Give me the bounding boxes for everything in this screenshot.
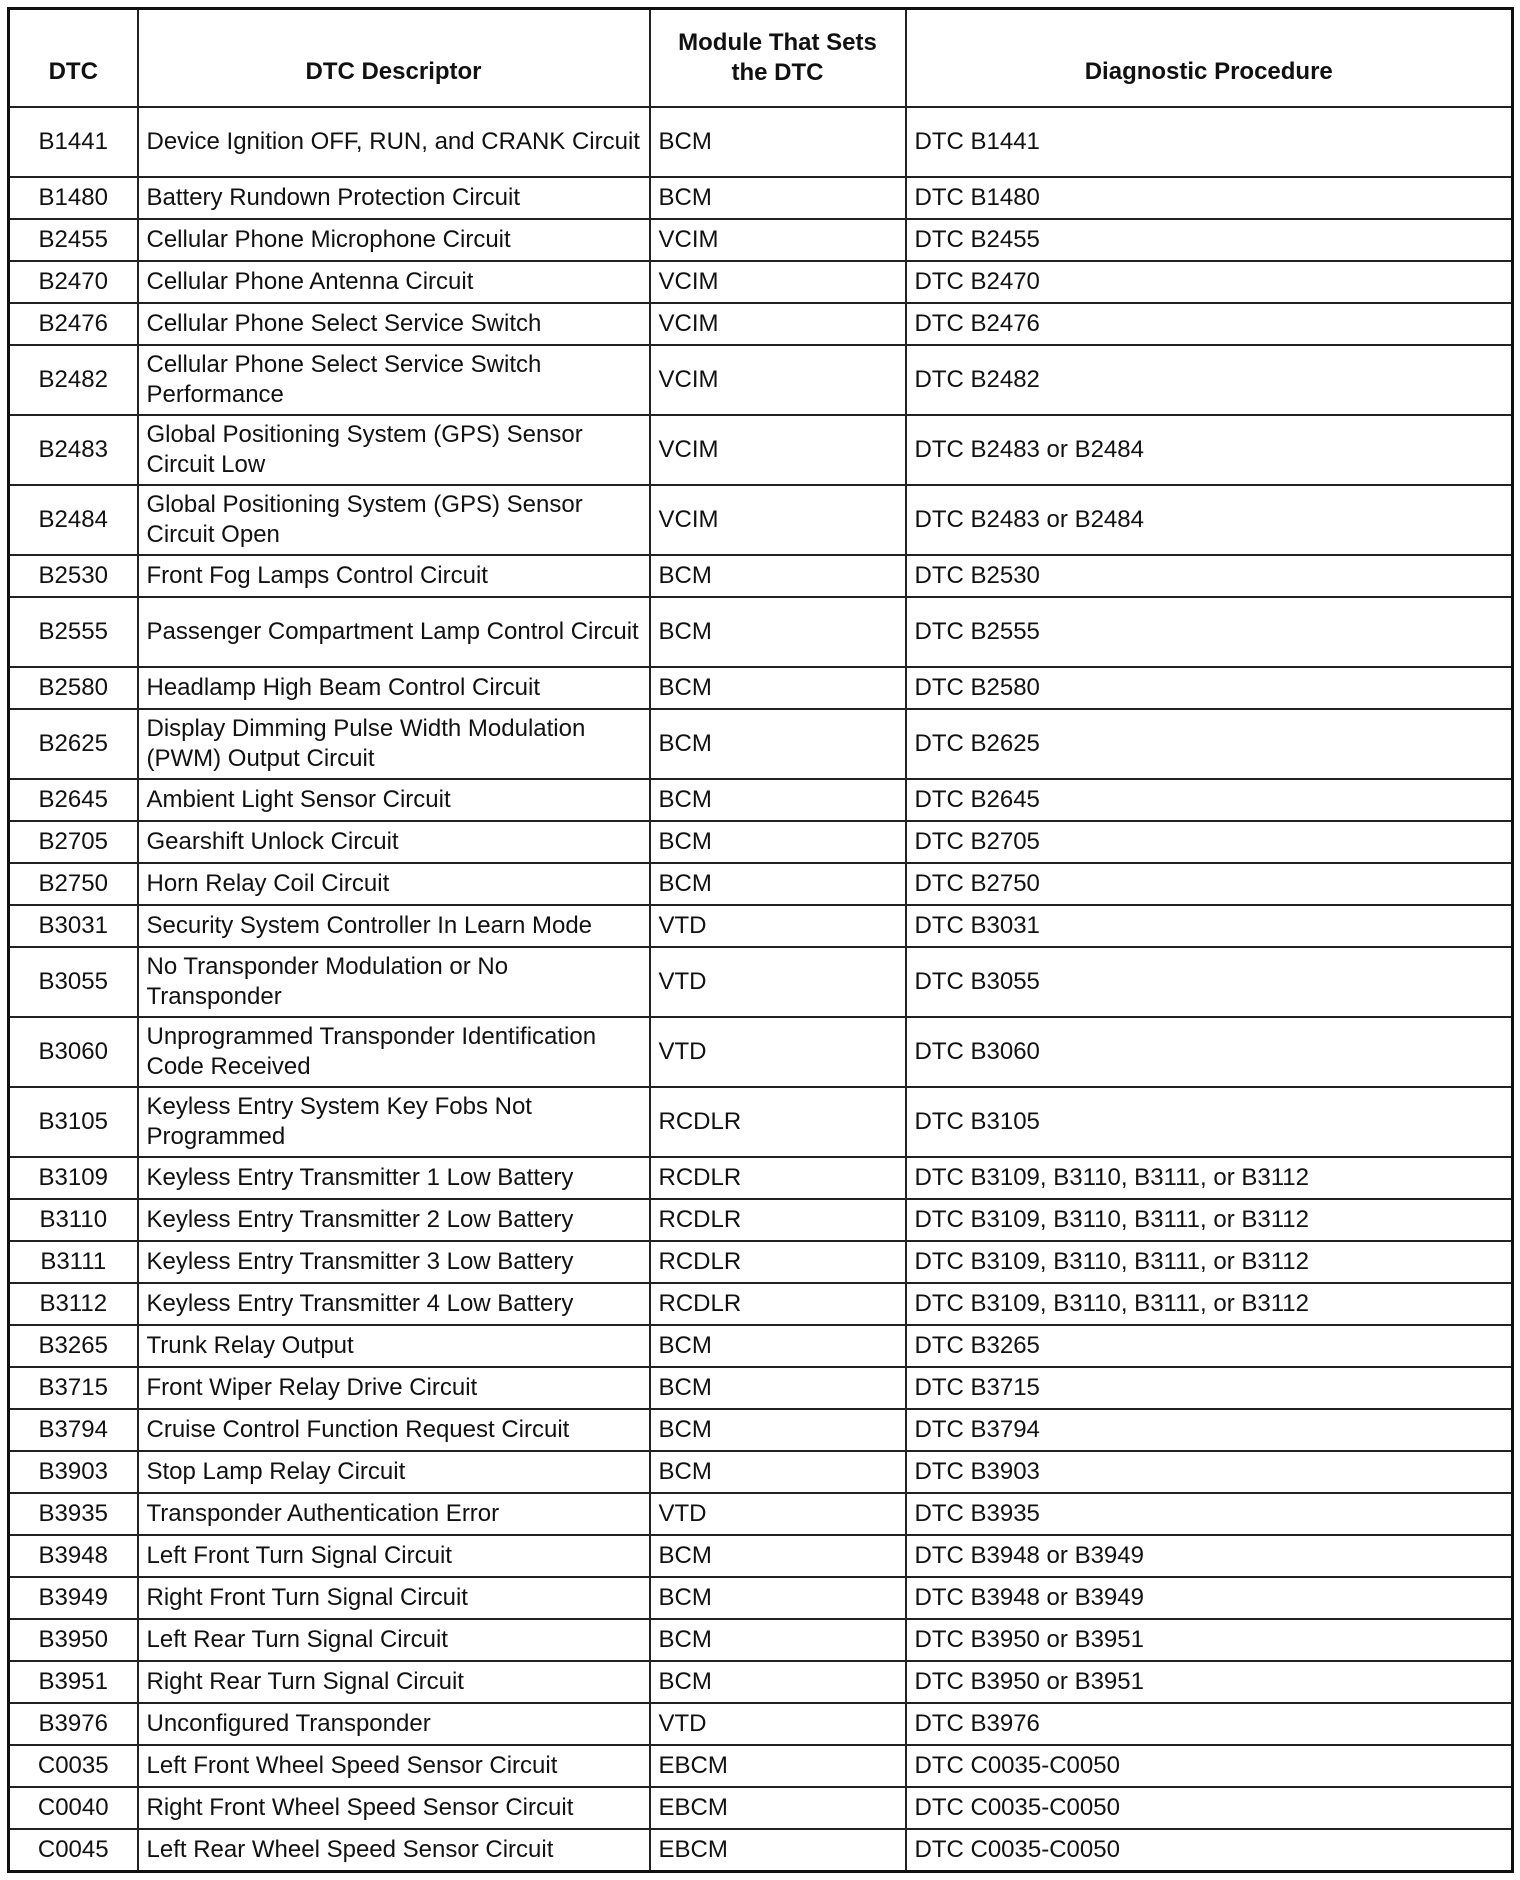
- cell-dtc: B2476: [9, 303, 138, 345]
- cell-module: RCDLR: [650, 1157, 906, 1199]
- cell-dtc: B3060: [9, 1017, 138, 1087]
- cell-procedure: DTC B3031: [906, 905, 1513, 947]
- table-row: [9, 415, 1513, 485]
- table-row: [9, 597, 1513, 667]
- table-row: [9, 261, 1513, 303]
- cell-module: BCM: [650, 1451, 906, 1493]
- table-row: [9, 1199, 1513, 1241]
- cell-module: VTD: [650, 947, 906, 1017]
- cell-descriptor: Cruise Control Function Request Circuit: [138, 1409, 650, 1451]
- cell-descriptor: Keyless Entry Transmitter 3 Low Battery: [138, 1241, 650, 1283]
- cell-module: VCIM: [650, 261, 906, 303]
- cell-descriptor: Battery Rundown Protection Circuit: [138, 177, 650, 219]
- cell-module: VCIM: [650, 303, 906, 345]
- cell-descriptor: Cellular Phone Antenna Circuit: [138, 261, 650, 303]
- cell-descriptor: No Transponder Modulation or No Transponder: [138, 947, 650, 1017]
- cell-module: RCDLR: [650, 1283, 906, 1325]
- cell-dtc: B2580: [9, 667, 138, 709]
- cell-procedure: DTC B3060: [906, 1017, 1513, 1087]
- cell-module: BCM: [650, 555, 906, 597]
- cell-dtc: B2645: [9, 779, 138, 821]
- cell-dtc: B3111: [9, 1241, 138, 1283]
- cell-procedure: DTC B3948 or B3949: [906, 1577, 1513, 1619]
- cell-descriptor: Keyless Entry Transmitter 1 Low Battery: [138, 1157, 650, 1199]
- cell-module: EBCM: [650, 1787, 906, 1829]
- cell-descriptor: Display Dimming Pulse Width Modulation (PWM) Output Circuit: [138, 709, 650, 779]
- column-header-module: Module That Sets the DTC: [650, 9, 906, 108]
- cell-module: BCM: [650, 177, 906, 219]
- cell-procedure: DTC B3109, B3110, B3111, or B3112: [906, 1157, 1513, 1199]
- cell-dtc: B3935: [9, 1493, 138, 1535]
- cell-descriptor: Keyless Entry Transmitter 4 Low Battery: [138, 1283, 650, 1325]
- cell-module: RCDLR: [650, 1087, 906, 1157]
- table-row: [9, 1829, 1513, 1872]
- cell-descriptor: Right Rear Turn Signal Circuit: [138, 1661, 650, 1703]
- cell-dtc: B2750: [9, 863, 138, 905]
- cell-descriptor: Left Front Turn Signal Circuit: [138, 1535, 650, 1577]
- cell-procedure: DTC B3265: [906, 1325, 1513, 1367]
- cell-dtc: B3950: [9, 1619, 138, 1661]
- cell-module: BCM: [650, 863, 906, 905]
- cell-procedure: DTC B1480: [906, 177, 1513, 219]
- cell-procedure: DTC B3950 or B3951: [906, 1619, 1513, 1661]
- cell-procedure: DTC B3950 or B3951: [906, 1661, 1513, 1703]
- cell-descriptor: Ambient Light Sensor Circuit: [138, 779, 650, 821]
- cell-procedure: DTC B3794: [906, 1409, 1513, 1451]
- table-row: [9, 1017, 1513, 1087]
- cell-procedure: DTC B3109, B3110, B3111, or B3112: [906, 1241, 1513, 1283]
- cell-dtc: B2482: [9, 345, 138, 415]
- cell-dtc: B2530: [9, 555, 138, 597]
- cell-procedure: DTC B2470: [906, 261, 1513, 303]
- cell-module: RCDLR: [650, 1241, 906, 1283]
- cell-procedure: DTC B1441: [906, 107, 1513, 177]
- cell-dtc: B3949: [9, 1577, 138, 1619]
- table-row: [9, 1703, 1513, 1745]
- cell-module: BCM: [650, 1577, 906, 1619]
- table-row: [9, 345, 1513, 415]
- cell-procedure: DTC B2705: [906, 821, 1513, 863]
- cell-dtc: B3715: [9, 1367, 138, 1409]
- table-row: [9, 1787, 1513, 1829]
- cell-descriptor: Device Ignition OFF, RUN, and CRANK Circuit: [138, 107, 650, 177]
- cell-module: VTD: [650, 1703, 906, 1745]
- cell-procedure: DTC B3109, B3110, B3111, or B3112: [906, 1283, 1513, 1325]
- cell-dtc: B2483: [9, 415, 138, 485]
- cell-module: BCM: [650, 821, 906, 863]
- cell-dtc: B3976: [9, 1703, 138, 1745]
- cell-dtc: C0045: [9, 1829, 138, 1872]
- cell-descriptor: Cellular Phone Select Service Switch: [138, 303, 650, 345]
- cell-module: EBCM: [650, 1745, 906, 1787]
- cell-procedure: DTC C0035-C0050: [906, 1787, 1513, 1829]
- table-row: [9, 1619, 1513, 1661]
- cell-procedure: DTC B3935: [906, 1493, 1513, 1535]
- table-row: [9, 1241, 1513, 1283]
- cell-descriptor: Trunk Relay Output: [138, 1325, 650, 1367]
- cell-module: VTD: [650, 905, 906, 947]
- cell-procedure: DTC B3109, B3110, B3111, or B3112: [906, 1199, 1513, 1241]
- cell-procedure: DTC B2645: [906, 779, 1513, 821]
- table-row: [9, 1577, 1513, 1619]
- cell-procedure: DTC B3903: [906, 1451, 1513, 1493]
- cell-dtc: B2555: [9, 597, 138, 667]
- cell-descriptor: Unconfigured Transponder: [138, 1703, 650, 1745]
- cell-dtc: C0040: [9, 1787, 138, 1829]
- cell-module: BCM: [650, 779, 906, 821]
- table-row: [9, 1283, 1513, 1325]
- cell-procedure: DTC B3715: [906, 1367, 1513, 1409]
- cell-descriptor: Cellular Phone Microphone Circuit: [138, 219, 650, 261]
- cell-descriptor: Left Front Wheel Speed Sensor Circuit: [138, 1745, 650, 1787]
- column-header-dtc: DTC: [9, 9, 138, 108]
- table-header-row: [9, 9, 1513, 108]
- cell-dtc: C0035: [9, 1745, 138, 1787]
- cell-dtc: B3903: [9, 1451, 138, 1493]
- table-row: [9, 1087, 1513, 1157]
- column-header-procedure: Diagnostic Procedure: [906, 9, 1513, 108]
- cell-dtc: B3105: [9, 1087, 138, 1157]
- cell-descriptor: Keyless Entry System Key Fobs Not Programmed: [138, 1087, 650, 1157]
- table-row: [9, 177, 1513, 219]
- cell-descriptor: Headlamp High Beam Control Circuit: [138, 667, 650, 709]
- table-row: [9, 303, 1513, 345]
- table-row: [9, 1451, 1513, 1493]
- cell-descriptor: Left Rear Wheel Speed Sensor Circuit: [138, 1829, 650, 1872]
- table-row: [9, 1157, 1513, 1199]
- cell-module: VCIM: [650, 415, 906, 485]
- cell-dtc: B3948: [9, 1535, 138, 1577]
- cell-module: BCM: [650, 1409, 906, 1451]
- cell-procedure: DTC B2455: [906, 219, 1513, 261]
- cell-module: BCM: [650, 667, 906, 709]
- cell-procedure: DTC B2555: [906, 597, 1513, 667]
- cell-procedure: DTC B2625: [906, 709, 1513, 779]
- table-row: [9, 1367, 1513, 1409]
- table-row: [9, 709, 1513, 779]
- table-row: [9, 219, 1513, 261]
- table-row: [9, 1409, 1513, 1451]
- cell-descriptor: Right Front Turn Signal Circuit: [138, 1577, 650, 1619]
- cell-procedure: DTC B2580: [906, 667, 1513, 709]
- cell-descriptor: Transponder Authentication Error: [138, 1493, 650, 1535]
- table-row: [9, 1535, 1513, 1577]
- table-row: [9, 821, 1513, 863]
- cell-dtc: B3110: [9, 1199, 138, 1241]
- cell-dtc: B2625: [9, 709, 138, 779]
- cell-dtc: B3951: [9, 1661, 138, 1703]
- cell-module: VCIM: [650, 219, 906, 261]
- cell-module: BCM: [650, 107, 906, 177]
- cell-procedure: DTC C0035-C0050: [906, 1829, 1513, 1872]
- table-row: [9, 485, 1513, 555]
- cell-dtc: B1441: [9, 107, 138, 177]
- cell-descriptor: Cellular Phone Select Service Switch Performance: [138, 345, 650, 415]
- table-row: [9, 107, 1513, 177]
- cell-procedure: DTC B2482: [906, 345, 1513, 415]
- cell-procedure: DTC B3105: [906, 1087, 1513, 1157]
- cell-procedure: DTC B3976: [906, 1703, 1513, 1745]
- cell-module: BCM: [650, 1367, 906, 1409]
- table-row: [9, 1325, 1513, 1367]
- cell-dtc: B2705: [9, 821, 138, 863]
- cell-module: BCM: [650, 1325, 906, 1367]
- table-row: [9, 863, 1513, 905]
- table-row: [9, 555, 1513, 597]
- cell-descriptor: Front Fog Lamps Control Circuit: [138, 555, 650, 597]
- cell-module: BCM: [650, 597, 906, 667]
- cell-dtc: B1480: [9, 177, 138, 219]
- cell-descriptor: Front Wiper Relay Drive Circuit: [138, 1367, 650, 1409]
- table-row: [9, 905, 1513, 947]
- cell-dtc: B3794: [9, 1409, 138, 1451]
- cell-module: VCIM: [650, 345, 906, 415]
- cell-module: VTD: [650, 1017, 906, 1087]
- cell-procedure: DTC B3055: [906, 947, 1513, 1017]
- cell-procedure: DTC B2750: [906, 863, 1513, 905]
- cell-module: VCIM: [650, 485, 906, 555]
- cell-dtc: B2484: [9, 485, 138, 555]
- cell-procedure: DTC B2483 or B2484: [906, 415, 1513, 485]
- table-row: [9, 1493, 1513, 1535]
- cell-descriptor: Gearshift Unlock Circuit: [138, 821, 650, 863]
- table-body: [9, 107, 1513, 1872]
- cell-dtc: B3055: [9, 947, 138, 1017]
- cell-descriptor: Unprogrammed Transponder Identification Code Received: [138, 1017, 650, 1087]
- dtc-table: [7, 7, 1514, 1873]
- cell-descriptor: Global Positioning System (GPS) Sensor Circuit Low: [138, 415, 650, 485]
- cell-module: VTD: [650, 1493, 906, 1535]
- table-row: [9, 1661, 1513, 1703]
- cell-module: BCM: [650, 1535, 906, 1577]
- cell-procedure: DTC B2530: [906, 555, 1513, 597]
- cell-dtc: B3265: [9, 1325, 138, 1367]
- table-row: [9, 947, 1513, 1017]
- table-row: [9, 667, 1513, 709]
- cell-descriptor: Passenger Compartment Lamp Control Circuit: [138, 597, 650, 667]
- cell-module: BCM: [650, 1619, 906, 1661]
- cell-descriptor: Global Positioning System (GPS) Sensor Circuit Open: [138, 485, 650, 555]
- cell-descriptor: Left Rear Turn Signal Circuit: [138, 1619, 650, 1661]
- cell-module: BCM: [650, 709, 906, 779]
- cell-dtc: B2455: [9, 219, 138, 261]
- cell-procedure: DTC C0035-C0050: [906, 1745, 1513, 1787]
- cell-procedure: DTC B3948 or B3949: [906, 1535, 1513, 1577]
- cell-descriptor: Keyless Entry Transmitter 2 Low Battery: [138, 1199, 650, 1241]
- cell-module: BCM: [650, 1661, 906, 1703]
- cell-dtc: B3109: [9, 1157, 138, 1199]
- cell-dtc: B2470: [9, 261, 138, 303]
- cell-dtc: B3112: [9, 1283, 138, 1325]
- cell-descriptor: Right Front Wheel Speed Sensor Circuit: [138, 1787, 650, 1829]
- table-row: [9, 779, 1513, 821]
- column-header-descriptor: DTC Descriptor: [138, 9, 650, 108]
- cell-descriptor: Security System Controller In Learn Mode: [138, 905, 650, 947]
- cell-procedure: DTC B2483 or B2484: [906, 485, 1513, 555]
- cell-descriptor: Horn Relay Coil Circuit: [138, 863, 650, 905]
- cell-procedure: DTC B2476: [906, 303, 1513, 345]
- cell-dtc: B3031: [9, 905, 138, 947]
- cell-module: RCDLR: [650, 1199, 906, 1241]
- cell-descriptor: Stop Lamp Relay Circuit: [138, 1451, 650, 1493]
- cell-module: EBCM: [650, 1829, 906, 1872]
- table-row: [9, 1745, 1513, 1787]
